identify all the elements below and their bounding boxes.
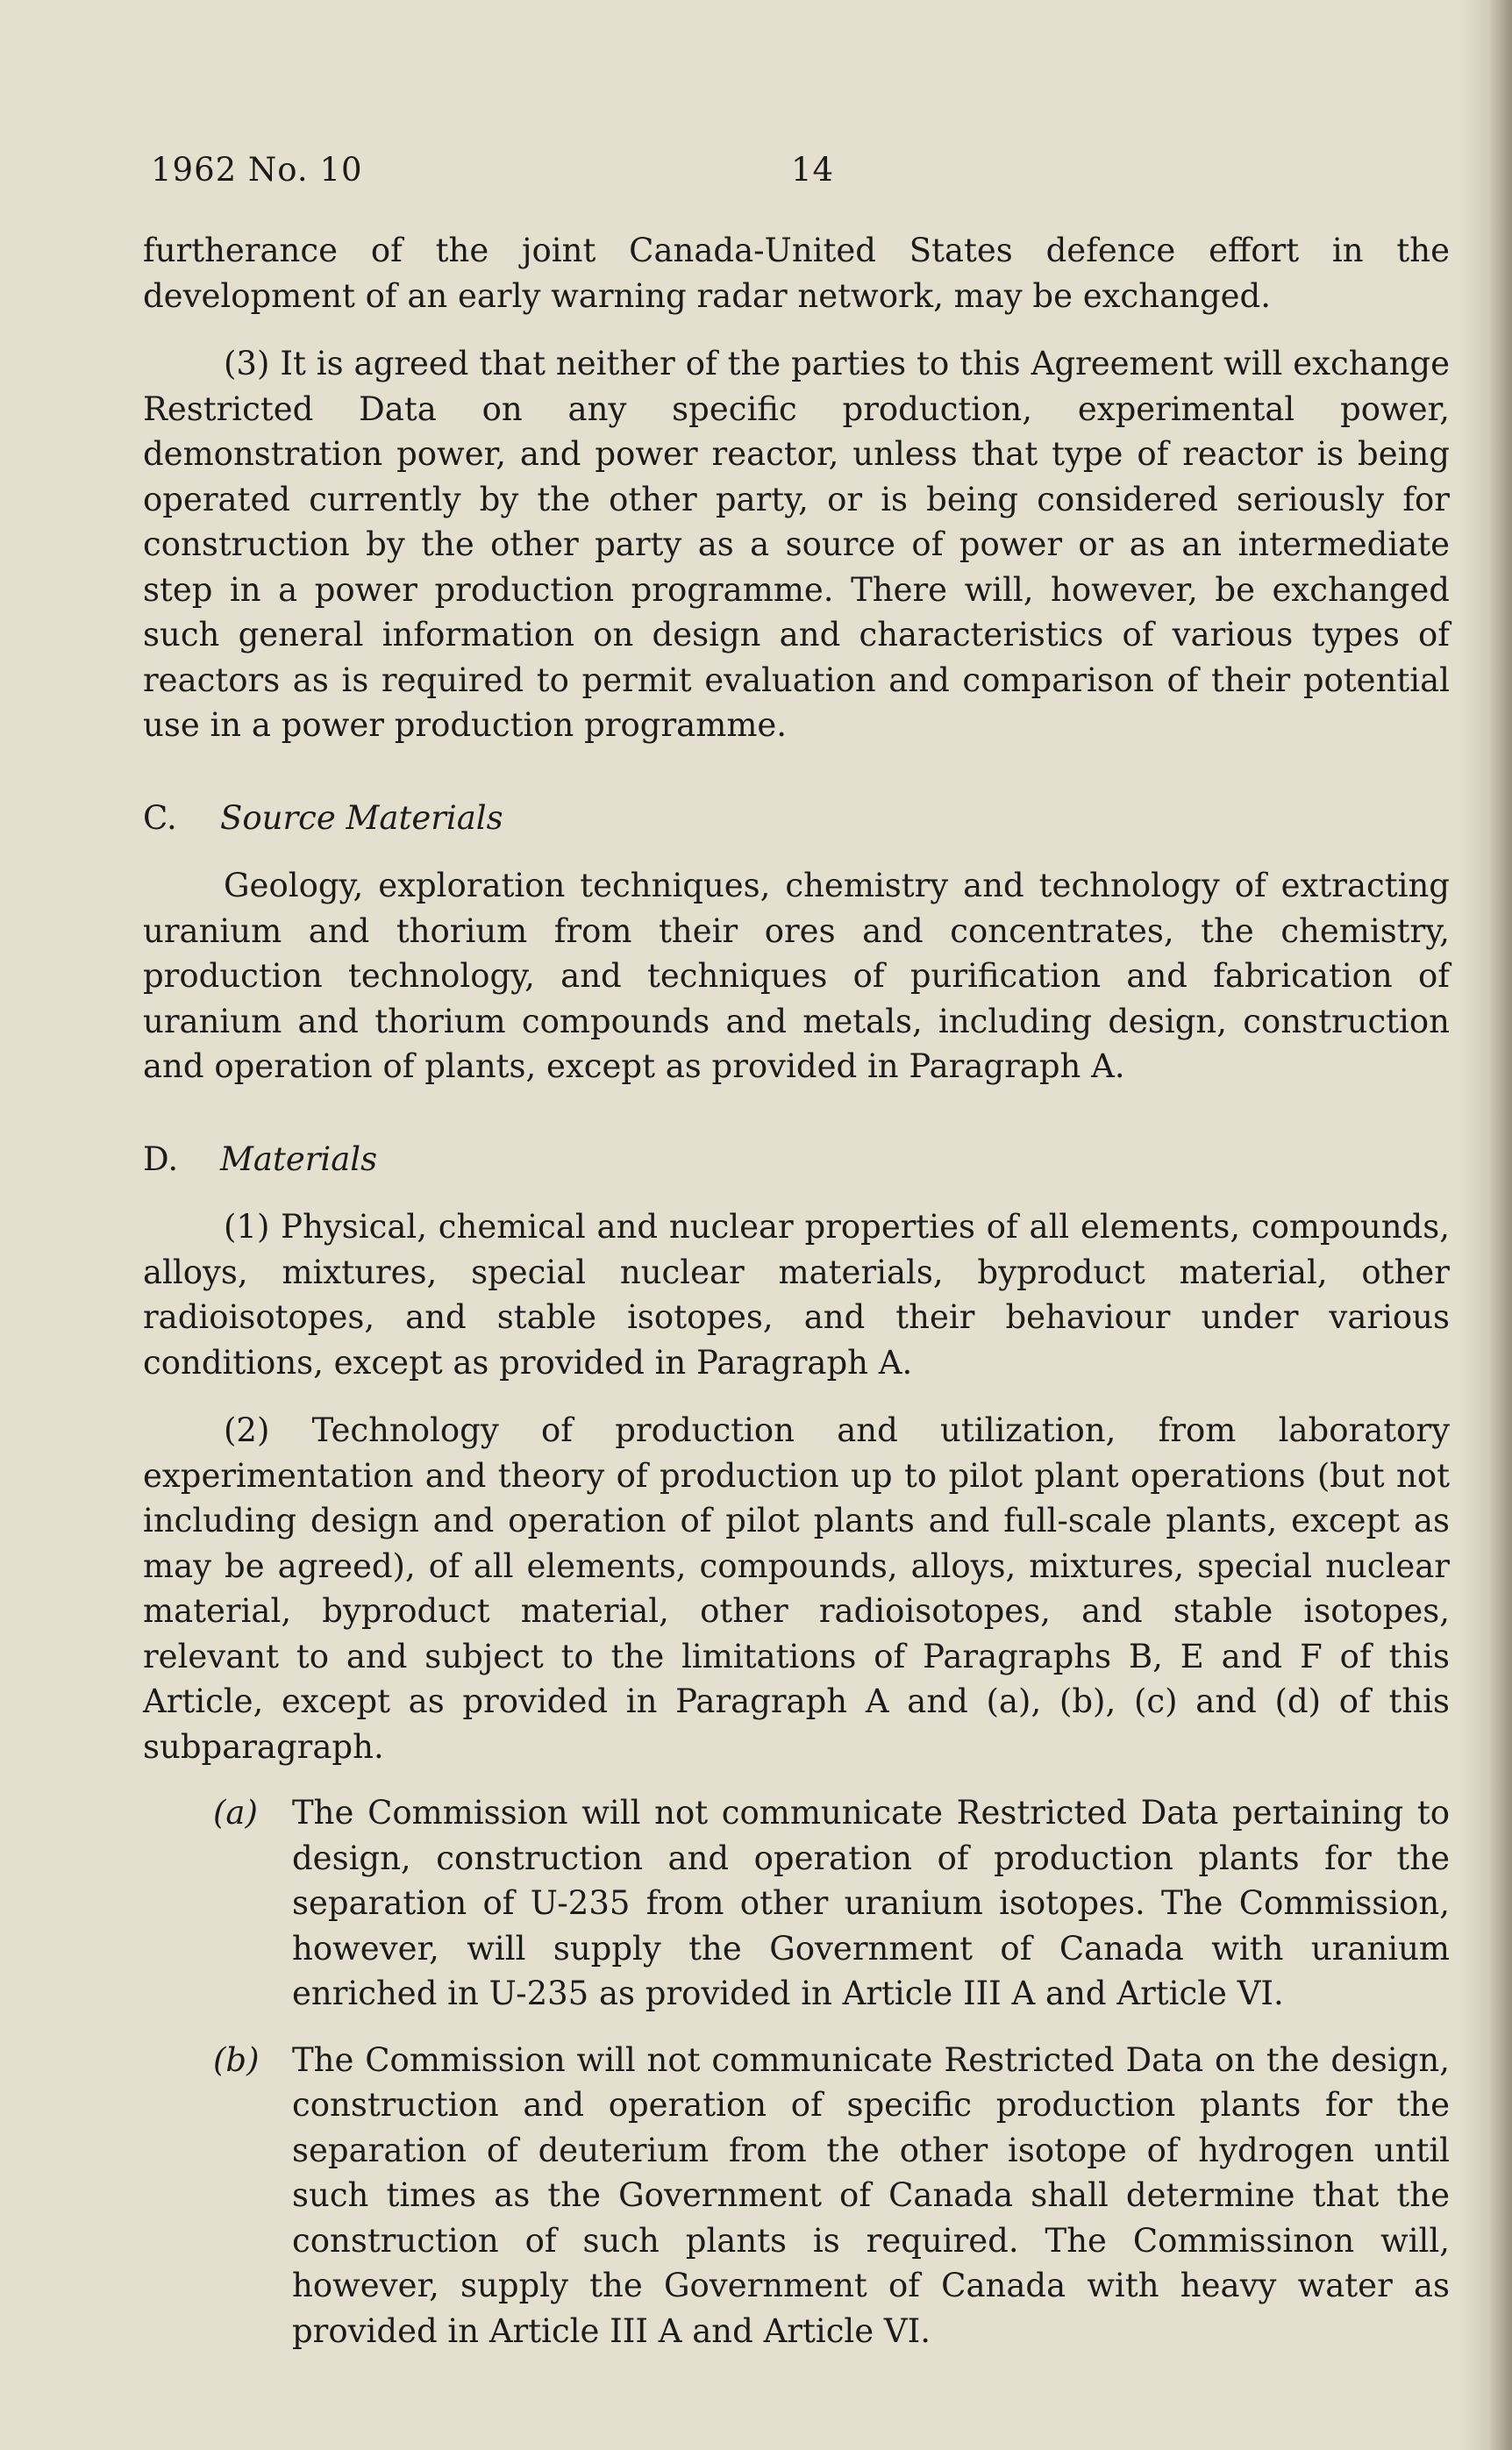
- page-body: [143, 228, 1450, 2354]
- subparagraph-marker: (b): [213, 2040, 260, 2079]
- subparagraph-marker: (a): [213, 1794, 258, 1832]
- subparagraph-a: [143, 1790, 1450, 2017]
- document-reference: 1962 No. 10: [151, 151, 363, 189]
- section-heading-d: [143, 1137, 1450, 1182]
- section-letter: C.: [143, 798, 177, 837]
- page-number: 14: [791, 151, 835, 189]
- binding-edge: [1459, 0, 1512, 2450]
- paragraph-b3: (3) It is agreed that neither of the parties to this Agreement will exchange Restricted Data on any specific production, experimental power, demonstration power, and power reactor, unless that type of reactor is being operated currently by the other party, or is being considered seriously for construction by the other party as a source of power or as an intermediate step in a power production programme. There will, however, be exchanged such general information on design and characteristics of various types of reactors as is required to permit evaluation and comparison of their potential use in a power production programme.: [143, 345, 1450, 744]
- paragraph-d2: (2) Technology of production and utilization, from laboratory experimentation and theory of production up to pilot plant operations (but not including design and operation of pilot plants and full-scale plants, except as may be agreed), of all elements, compounds, alloys, mixtures, special nuclear material, byproduct material, other radioisotopes, and stable isotopes, relevant to and subject to the limitations of Paragraphs B, E and F of this Article, except as provided in Paragraph A and (a), (b), (c) and (d) of this subparagraph.: [143, 1411, 1450, 1766]
- continuation-paragraph: furtherance of the joint Canada-United States defence effort in the development of an early warning radar network, may be exchanged.: [143, 232, 1450, 315]
- section-title: Source Materials: [220, 798, 503, 837]
- subparagraph-text: The Commission will not communicate Restricted Data pertaining to design, construction and operation of production plants for the separation of U-235 from other uranium isotopes. The Commission, however, will supply the Government of Canada with uranium enriched in U-235 as provided in Article III A and Article VI.: [292, 1794, 1450, 2012]
- paragraph-c: Geology, exploration techniques, chemistry and technology of extracting uranium and thorium from their ores and concentrates, the chemistry, production technology, and techniques of purification and fabrication of uranium and thorium compounds and metals, including design, construction and operation of plants, except as provided in Paragraph A.: [143, 867, 1450, 1085]
- paragraph-d1: (1) Physical, chemical and nuclear properties of all elements, compounds, alloys, mixtures, special nuclear materials, byproduct material, other radioisotopes, and stable isotopes, and their behaviour under various conditions, except as provided in Paragraph A.: [143, 1208, 1450, 1382]
- page-header: [151, 151, 1449, 196]
- section-letter: D.: [143, 1139, 179, 1178]
- subparagraph-text: The Commission will not communicate Restricted Data on the design, construction and operation of specific production plants for the separation of deuterium from the other isotope of hydrogen until such times as the Government of Canada shall determine that the construction of such plants is required. The Commissinon will, however, supply the Government of Canada with heavy water as provided in Article III A and Article VI.: [292, 2040, 1450, 2350]
- subparagraph-b: [143, 2038, 1450, 2354]
- section-title: Materials: [220, 1139, 378, 1178]
- section-heading-c: [143, 796, 1450, 841]
